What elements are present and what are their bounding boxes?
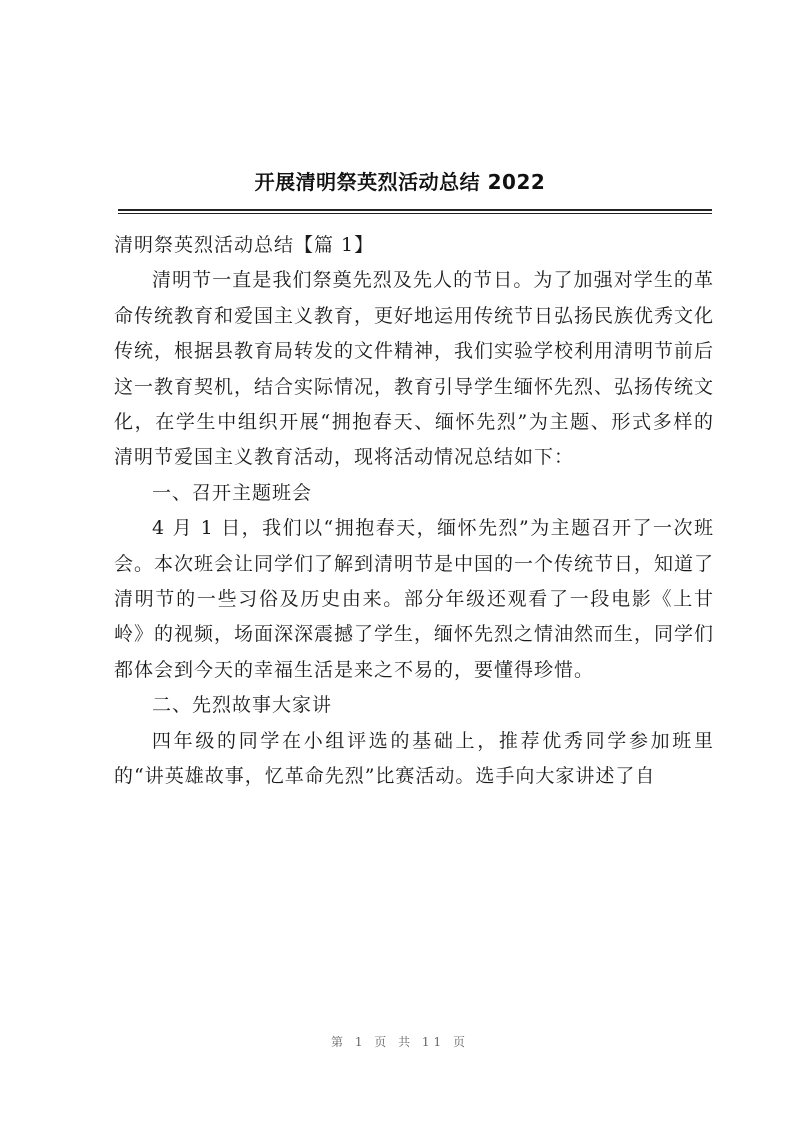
class-meeting-paragraph: 4 月 1 日，我们以“拥抱春天，缅怀先烈”为主题召开了一次班会。本次班会让同学们了解到清明节是中国的一个传统节日，知道了清明节的一些习俗及历史由来。部分年级还观看了一段电影《上甘岭》的视频，场面深深震撼了学生，缅怀先烈之情油然而生，同学们都体会到今天的幸福生活是来之不易的，要懂得珍惜。 bbox=[114, 517, 715, 681]
document-title: 开展清明祭英烈活动总结 2022 bbox=[254, 170, 546, 194]
section-heading: 清明祭英烈活动总结【篇 1】 bbox=[114, 234, 375, 256]
intro-paragraph: 清明节一直是我们祭奠先烈及先人的节日。为了加强对学生的革命传统教育和爱国主义教育，更好地运用传统节日弘扬民族优秀文化传统，根据县教育局转发的文件精神，我们实验学校利用清明节前后这一教育契机，结合实际情况，教育引导学生缅怀先烈、弘扬传统文化，在学生中组织开展“拥抱春天、缅怀先烈”为主题、形式多样的清明节爱国主义教育活动，现将活动情况总结如下： bbox=[114, 269, 715, 469]
hero-stories-paragraph: 四年级的同学在小组评选的基础上，推荐优秀同学参加班里的“讲英雄故事，忆革命先烈”比赛活动。选手向大家讲述了自 bbox=[114, 729, 714, 788]
title-divider-thick bbox=[118, 209, 712, 211]
page-number-footer: 第 1 页 共 11 页 bbox=[331, 1035, 469, 1049]
document-body bbox=[114, 228, 714, 795]
subheading-class-meeting: 一、召开主题班会 bbox=[152, 481, 313, 504]
subheading-hero-stories: 二、先烈故事大家讲 bbox=[152, 694, 333, 717]
title-divider-thin bbox=[118, 213, 712, 214]
